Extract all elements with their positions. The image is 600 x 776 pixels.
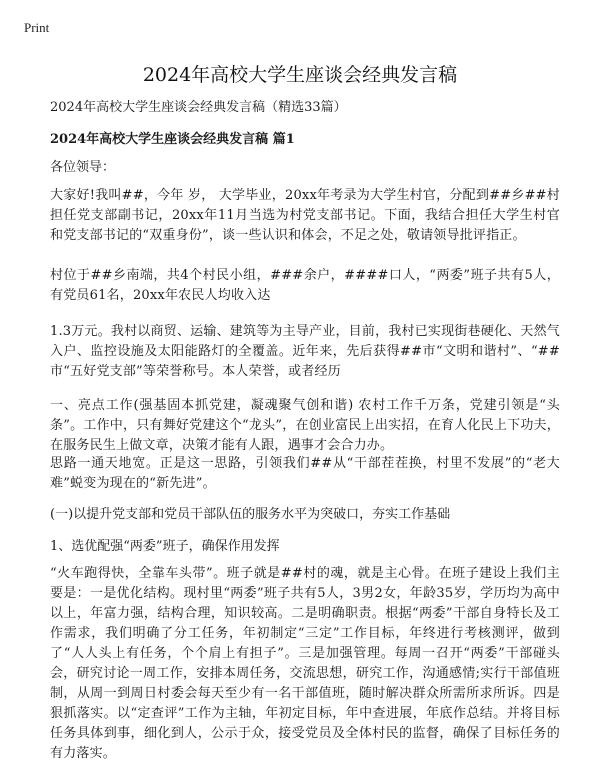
salutation: 各位领导： [50, 160, 116, 175]
paragraph-highlight-work: 一、亮点工作(强基固本抓党建，凝魂聚气创和谐) 农村工作千万条，党建引领是“头条”。工作中，只有舞好党建这个“龙头”，在创业富民上出实招，在育人化民上下功夫，在服务民生上做文章，决策才能有人跟，遇事才会合力办。 [50, 398, 560, 453]
sub-heading-committee: 1、选优配强“两委”班子，确保作用发挥 [50, 539, 280, 554]
paragraph-committee-building: “火车跑得快，全靠车头带”。班子就是##村的魂，就是主心骨。在班子建设上我们主要是：一是优化结构。现村里“两委”班子共有5人，3男2女，年龄35岁，学历均为高中以上，年富力强，结构合理，知识较高。二是明确职责。根据“两委”干部自身特长及工作需求，我们明确了分工任务，年初制定“三定”工作目标，年终进行考核测评，做到了“人人头上有任务，个个肩上有担子”。三是加强管理。每周一召开“两委”干部碰头会，研究讨论一周工作，安排本周任务，交流思想，研究工作，沟通感情;实行干部值班制，从周一到周日村委会每天至少有一名干部值班，随时解决群众所需所求所诉。四是狠抓落实。以“定查评”工作为主轴，年初定目标，年中查进展，年底作总结。并将目标任务具体到事，细化到人，公示于众，接受党员及全体村民的监督，确保了目标任务的有力落实。 [50, 566, 560, 761]
paragraph-approach: 思路一通天地宽。正是这一思路，引领我们##从“干部茬茬换，村里不发展”的“老大难”蜕变为现在的“新先进”。 [50, 456, 560, 491]
paragraph-village-economy: 1.3万元。我村以商贸、运输、建筑等为主导产业，目前，我村已实现街巷硬化、天然气入户、监控设施及太阳能路灯的全覆盖。近年来，先后获得##市“文明和谐村”、“##市“五好党支部”等荣誉称号。本人荣誉，或者经历 [50, 324, 560, 379]
document-title: 2024年高校大学生座谈会经典发言稿 [142, 64, 458, 86]
paragraph-village-info: 村位于##乡南端，共4个村民小组，###余户，####口人，“两委”班子共有5人，有党员61名，20xx年农民人均收入达 [50, 268, 560, 303]
document-subtitle: 2024年高校大学生座谈会经典发言稿（精选33篇） [50, 100, 347, 115]
sub-heading-service: (一)以提升党支部和党员干部队伍的服务水平为突破口，夯实工作基础 [50, 507, 451, 522]
print-link[interactable]: Print [24, 20, 50, 35]
paragraph-introduction: 大家好!我叫##，今年 岁， 大学毕业，20xx年考录为大学生村官，分配到##乡##村担任党支部副书记，20xx年11月当选为村党支部书记。下面，我结合担任大学生村官和党支部书记的“双重身份”，谈一些认识和体会，不足之处，敬请领导批评指正。 [50, 188, 560, 243]
section-heading: 2024年高校大学生座谈会经典发言稿 篇1 [50, 132, 295, 147]
